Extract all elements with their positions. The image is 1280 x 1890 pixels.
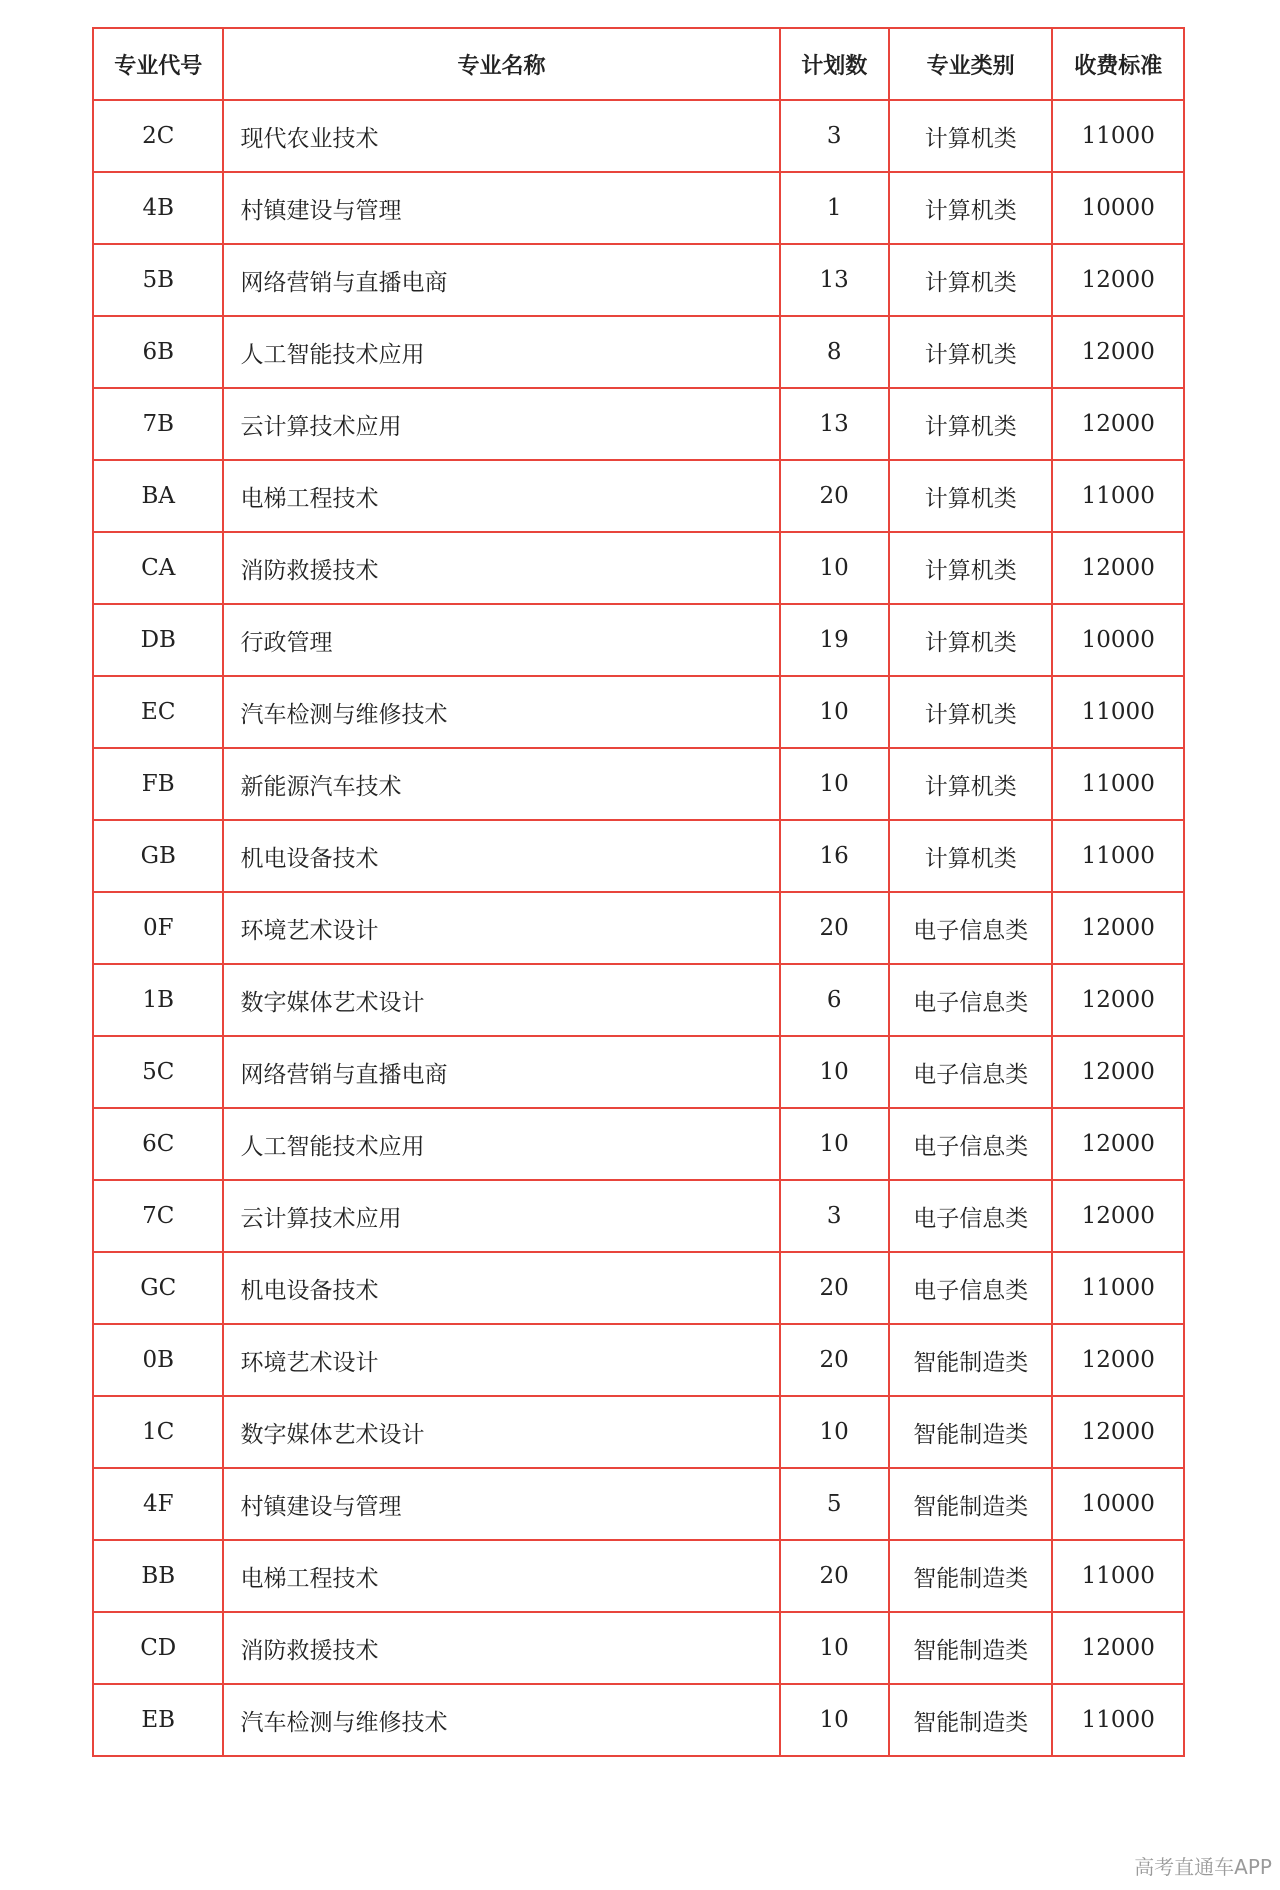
- cell-major-category: 电子信息类: [889, 964, 1053, 1036]
- cell-major-name: 村镇建设与管理: [223, 172, 779, 244]
- cell-tuition-fee: 11000: [1052, 748, 1184, 820]
- cell-major-category: 计算机类: [889, 460, 1053, 532]
- cell-major-code: 1B: [93, 964, 223, 1036]
- cell-tuition-fee: 12000: [1052, 388, 1184, 460]
- cell-major-category: 计算机类: [889, 604, 1053, 676]
- cell-major-code: EB: [93, 1684, 223, 1756]
- cell-major-name: 数字媒体艺术设计: [223, 1396, 779, 1468]
- cell-tuition-fee: 11000: [1052, 100, 1184, 172]
- cell-plan-count: 10: [780, 1684, 889, 1756]
- cell-plan-count: 20: [780, 1540, 889, 1612]
- table-row: [93, 676, 1184, 748]
- cell-plan-count: 16: [780, 820, 889, 892]
- cell-major-category: 计算机类: [889, 532, 1053, 604]
- cell-tuition-fee: 11000: [1052, 1252, 1184, 1324]
- table-row: [93, 604, 1184, 676]
- table-row: [93, 100, 1184, 172]
- cell-major-name: 网络营销与直播电商: [223, 244, 779, 316]
- cell-major-code: BA: [93, 460, 223, 532]
- cell-major-category: 电子信息类: [889, 1180, 1053, 1252]
- cell-plan-count: 1: [780, 172, 889, 244]
- table-row: [93, 1540, 1184, 1612]
- cell-major-code: 5B: [93, 244, 223, 316]
- cell-major-name: 消防救援技术: [223, 1612, 779, 1684]
- cell-plan-count: 20: [780, 892, 889, 964]
- cell-tuition-fee: 12000: [1052, 964, 1184, 1036]
- cell-major-code: GC: [93, 1252, 223, 1324]
- cell-major-code: 6B: [93, 316, 223, 388]
- cell-major-code: 6C: [93, 1108, 223, 1180]
- cell-major-category: 计算机类: [889, 748, 1053, 820]
- cell-major-name: 环境艺术设计: [223, 1324, 779, 1396]
- cell-plan-count: 19: [780, 604, 889, 676]
- cell-major-category: 计算机类: [889, 172, 1053, 244]
- table-row: [93, 1036, 1184, 1108]
- header-plan-count: 计划数: [780, 28, 889, 100]
- cell-plan-count: 20: [780, 1324, 889, 1396]
- table-row: [93, 820, 1184, 892]
- cell-plan-count: 10: [780, 532, 889, 604]
- cell-major-name: 电梯工程技术: [223, 460, 779, 532]
- header-major-code: 专业代号: [93, 28, 223, 100]
- cell-major-category: 计算机类: [889, 388, 1053, 460]
- cell-major-name: 云计算技术应用: [223, 1180, 779, 1252]
- cell-major-code: 7B: [93, 388, 223, 460]
- cell-major-code: EC: [93, 676, 223, 748]
- cell-major-category: 计算机类: [889, 820, 1053, 892]
- cell-plan-count: 20: [780, 1252, 889, 1324]
- header-major-name: 专业名称: [223, 28, 779, 100]
- cell-major-name: 环境艺术设计: [223, 892, 779, 964]
- table-row: [93, 964, 1184, 1036]
- cell-major-code: 5C: [93, 1036, 223, 1108]
- cell-major-name: 云计算技术应用: [223, 388, 779, 460]
- cell-major-code: BB: [93, 1540, 223, 1612]
- cell-tuition-fee: 12000: [1052, 1612, 1184, 1684]
- cell-major-code: CA: [93, 532, 223, 604]
- cell-major-name: 现代农业技术: [223, 100, 779, 172]
- cell-major-category: 电子信息类: [889, 1252, 1053, 1324]
- cell-major-name: 汽车检测与维修技术: [223, 1684, 779, 1756]
- table-row: [93, 748, 1184, 820]
- cell-tuition-fee: 11000: [1052, 1540, 1184, 1612]
- cell-major-code: DB: [93, 604, 223, 676]
- table-header-row: [93, 28, 1184, 100]
- cell-tuition-fee: 12000: [1052, 316, 1184, 388]
- cell-plan-count: 10: [780, 748, 889, 820]
- cell-plan-count: 13: [780, 388, 889, 460]
- cell-major-category: 计算机类: [889, 316, 1053, 388]
- cell-tuition-fee: 11000: [1052, 820, 1184, 892]
- cell-major-code: 4F: [93, 1468, 223, 1540]
- cell-plan-count: 3: [780, 100, 889, 172]
- cell-major-name: 新能源汽车技术: [223, 748, 779, 820]
- cell-plan-count: 10: [780, 1612, 889, 1684]
- table-body: [93, 100, 1184, 1756]
- cell-tuition-fee: 12000: [1052, 1180, 1184, 1252]
- cell-tuition-fee: 12000: [1052, 1108, 1184, 1180]
- cell-plan-count: 20: [780, 460, 889, 532]
- cell-major-name: 电梯工程技术: [223, 1540, 779, 1612]
- cell-major-category: 电子信息类: [889, 1036, 1053, 1108]
- cell-major-category: 智能制造类: [889, 1396, 1053, 1468]
- table-row: [93, 1612, 1184, 1684]
- table-row: [93, 172, 1184, 244]
- table-row: [93, 892, 1184, 964]
- cell-major-category: 计算机类: [889, 676, 1053, 748]
- watermark-text: 高考直通车APP: [1134, 1855, 1272, 1879]
- cell-plan-count: 13: [780, 244, 889, 316]
- cell-major-code: CD: [93, 1612, 223, 1684]
- cell-major-name: 汽车检测与维修技术: [223, 676, 779, 748]
- cell-plan-count: 3: [780, 1180, 889, 1252]
- cell-major-code: 7C: [93, 1180, 223, 1252]
- cell-major-name: 机电设备技术: [223, 1252, 779, 1324]
- cell-tuition-fee: 12000: [1052, 1324, 1184, 1396]
- cell-plan-count: 10: [780, 1036, 889, 1108]
- cell-major-name: 人工智能技术应用: [223, 316, 779, 388]
- cell-major-name: 村镇建设与管理: [223, 1468, 779, 1540]
- cell-plan-count: 10: [780, 1108, 889, 1180]
- cell-major-code: 2C: [93, 100, 223, 172]
- cell-major-category: 智能制造类: [889, 1324, 1053, 1396]
- cell-major-category: 智能制造类: [889, 1468, 1053, 1540]
- cell-major-code: 4B: [93, 172, 223, 244]
- cell-major-name: 消防救援技术: [223, 532, 779, 604]
- cell-major-category: 智能制造类: [889, 1612, 1053, 1684]
- cell-tuition-fee: 11000: [1052, 1684, 1184, 1756]
- table-row: [93, 460, 1184, 532]
- cell-tuition-fee: 11000: [1052, 676, 1184, 748]
- cell-plan-count: 10: [780, 1396, 889, 1468]
- cell-major-code: 0F: [93, 892, 223, 964]
- table-row: [93, 244, 1184, 316]
- cell-plan-count: 10: [780, 676, 889, 748]
- cell-plan-count: 6: [780, 964, 889, 1036]
- cell-tuition-fee: 12000: [1052, 532, 1184, 604]
- cell-major-category: 计算机类: [889, 244, 1053, 316]
- table-row: [93, 1324, 1184, 1396]
- cell-tuition-fee: 12000: [1052, 1036, 1184, 1108]
- cell-major-category: 电子信息类: [889, 892, 1053, 964]
- cell-tuition-fee: 12000: [1052, 892, 1184, 964]
- cell-major-name: 行政管理: [223, 604, 779, 676]
- cell-major-name: 人工智能技术应用: [223, 1108, 779, 1180]
- cell-major-name: 机电设备技术: [223, 820, 779, 892]
- cell-tuition-fee: 10000: [1052, 604, 1184, 676]
- cell-major-name: 数字媒体艺术设计: [223, 964, 779, 1036]
- enrollment-plan-table-container: [92, 27, 1185, 1757]
- cell-major-name: 网络营销与直播电商: [223, 1036, 779, 1108]
- table-row: [93, 532, 1184, 604]
- cell-tuition-fee: 11000: [1052, 460, 1184, 532]
- enrollment-plan-table: [92, 27, 1185, 1757]
- cell-major-category: 智能制造类: [889, 1540, 1053, 1612]
- cell-tuition-fee: 12000: [1052, 1396, 1184, 1468]
- cell-tuition-fee: 12000: [1052, 244, 1184, 316]
- table-row: [93, 316, 1184, 388]
- table-row: [93, 1468, 1184, 1540]
- cell-major-code: FB: [93, 748, 223, 820]
- table-row: [93, 1252, 1184, 1324]
- table-row: [93, 1684, 1184, 1756]
- cell-major-code: 0B: [93, 1324, 223, 1396]
- header-tuition-fee: 收费标准: [1052, 28, 1184, 100]
- header-major-category: 专业类别: [889, 28, 1053, 100]
- cell-major-code: 1C: [93, 1396, 223, 1468]
- cell-major-category: 智能制造类: [889, 1684, 1053, 1756]
- cell-tuition-fee: 10000: [1052, 172, 1184, 244]
- table-row: [93, 1180, 1184, 1252]
- cell-major-category: 电子信息类: [889, 1108, 1053, 1180]
- cell-plan-count: 5: [780, 1468, 889, 1540]
- table-row: [93, 1108, 1184, 1180]
- table-row: [93, 388, 1184, 460]
- table-row: [93, 1396, 1184, 1468]
- cell-plan-count: 8: [780, 316, 889, 388]
- cell-major-category: 计算机类: [889, 100, 1053, 172]
- cell-tuition-fee: 10000: [1052, 1468, 1184, 1540]
- cell-major-code: GB: [93, 820, 223, 892]
